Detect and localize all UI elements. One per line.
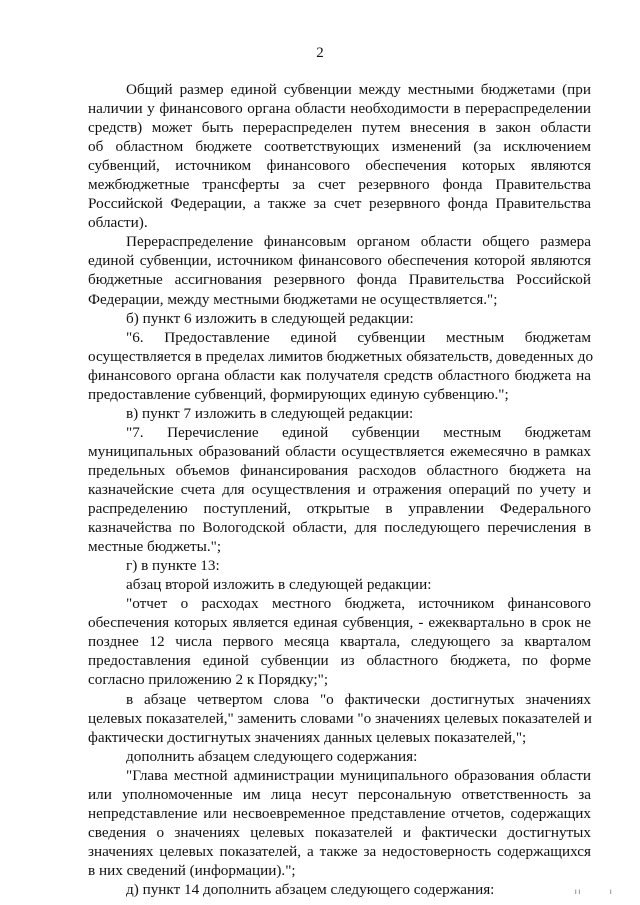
text-line: абзац второй изложить в следующей редакции: — [126, 576, 432, 594]
text-line: д) пункт 14 дополнить абзацем следующего содержания: — [126, 880, 495, 898]
text-line: в) пункт 7 изложить в следующей редакции: — [126, 404, 414, 422]
text-line: межбюджетные трансферты за счет резервного фонда Правительства — [88, 176, 591, 194]
footer-mark: I — [610, 890, 612, 896]
text-line: Перераспределение финансовым органом области общего размера — [126, 233, 591, 251]
footer-mark: I I — [575, 890, 581, 896]
text-line: в них сведений (информации)."; — [88, 861, 296, 879]
text-line: Российской Федерации, а также за счет резервного фонда Правительства — [88, 195, 591, 213]
text-line: "Глава местной администрации муниципального образования области — [126, 766, 591, 784]
text-line: непредставление или несвоевременное представление отчетов, содержащих — [88, 804, 591, 822]
text-line: фактически достигнутых значениях данных целевых показателей,"; — [88, 728, 527, 746]
text-line: предельных объемов финансирования расходов областного бюджета на — [88, 461, 591, 479]
footer-marks — [575, 890, 635, 896]
text-line: обеспечения которых является единая субвенция, - ежеквартально в срок не — [88, 614, 591, 632]
page-number: 2 — [316, 45, 324, 61]
text-line: в абзаце четвертом слова "о фактически достигнутых значениях — [126, 690, 591, 708]
text-line: предоставление субвенций, формирующих единую субвенцию."; — [88, 385, 509, 403]
text-line: значениях целевых показателей, а также за недостоверность содержащихся — [88, 842, 591, 860]
text-line: Федерации, между местными бюджетами не осуществляется."; — [88, 290, 498, 308]
text-line: средств) может быть перераспределен путем внесения в закон области — [88, 119, 591, 137]
text-line: местные бюджеты."; — [88, 538, 222, 556]
text-line: б) пункт 6 изложить в следующей редакции: — [126, 309, 414, 327]
text-line: финансового органа области как получателя средств областного бюджета на — [88, 366, 591, 384]
text-line: единой субвенции, источником финансового обеспечения которой являются — [88, 252, 591, 270]
text-line: предоставления единой субвенции из областного бюджета, по форме — [88, 652, 591, 670]
text-line: сведения о значениях целевых показателей и фактически достигнутых — [88, 823, 591, 841]
text-line: "6. Предоставление единой субвенции местным бюджетам — [126, 328, 591, 346]
text-line: "7. Перечисление единой субвенции местным бюджетам — [126, 423, 591, 441]
text-line: Общий размер единой субвенции между местными бюджетами (при — [126, 81, 591, 98]
text-line: осуществляется в пределах лимитов бюджетных обязательств, доведенных до — [88, 347, 594, 365]
text-line: "отчет о расходах местного бюджета, источником финансового — [126, 595, 591, 613]
text-line: казначейства по Вологодской области, для последующего перечисления в — [88, 519, 591, 537]
text-line: казначейские счета для осуществления и отражения операций по учету и — [88, 480, 591, 498]
text-line: распределению поступлений, открытые в управлении Федерального — [88, 500, 591, 518]
text-line: муниципальных образований области осуществляется ежемесячно в рамках — [88, 442, 591, 460]
text-line: г) в пункте 13: — [126, 557, 220, 575]
text-line: дополнить абзацем следующего содержания: — [126, 747, 418, 765]
text-line: наличии у финансового органа области необходимости в перераспределении — [88, 100, 591, 118]
document-body — [88, 80, 594, 899]
text-line: бюджетные ассигнования резервного фонда Правительства Российской — [88, 271, 591, 289]
text-line: согласно приложению 2 к Порядку;"; — [88, 671, 329, 689]
text-line: позднее 12 числа первого месяца квартала, следующего за кварталом — [88, 633, 591, 651]
text-line: целевых показателей," заменить словами "о значениях целевых показателей и — [88, 709, 592, 727]
text-line: об областном бюджете соответствующих изменений (за исключением — [88, 138, 591, 156]
text-line: субвенций, источником финансового обеспечения которых являются — [88, 157, 591, 175]
text-line: области). — [88, 214, 148, 232]
text-line: или уполномоченные им лица несут персональную ответственность за — [88, 785, 591, 803]
